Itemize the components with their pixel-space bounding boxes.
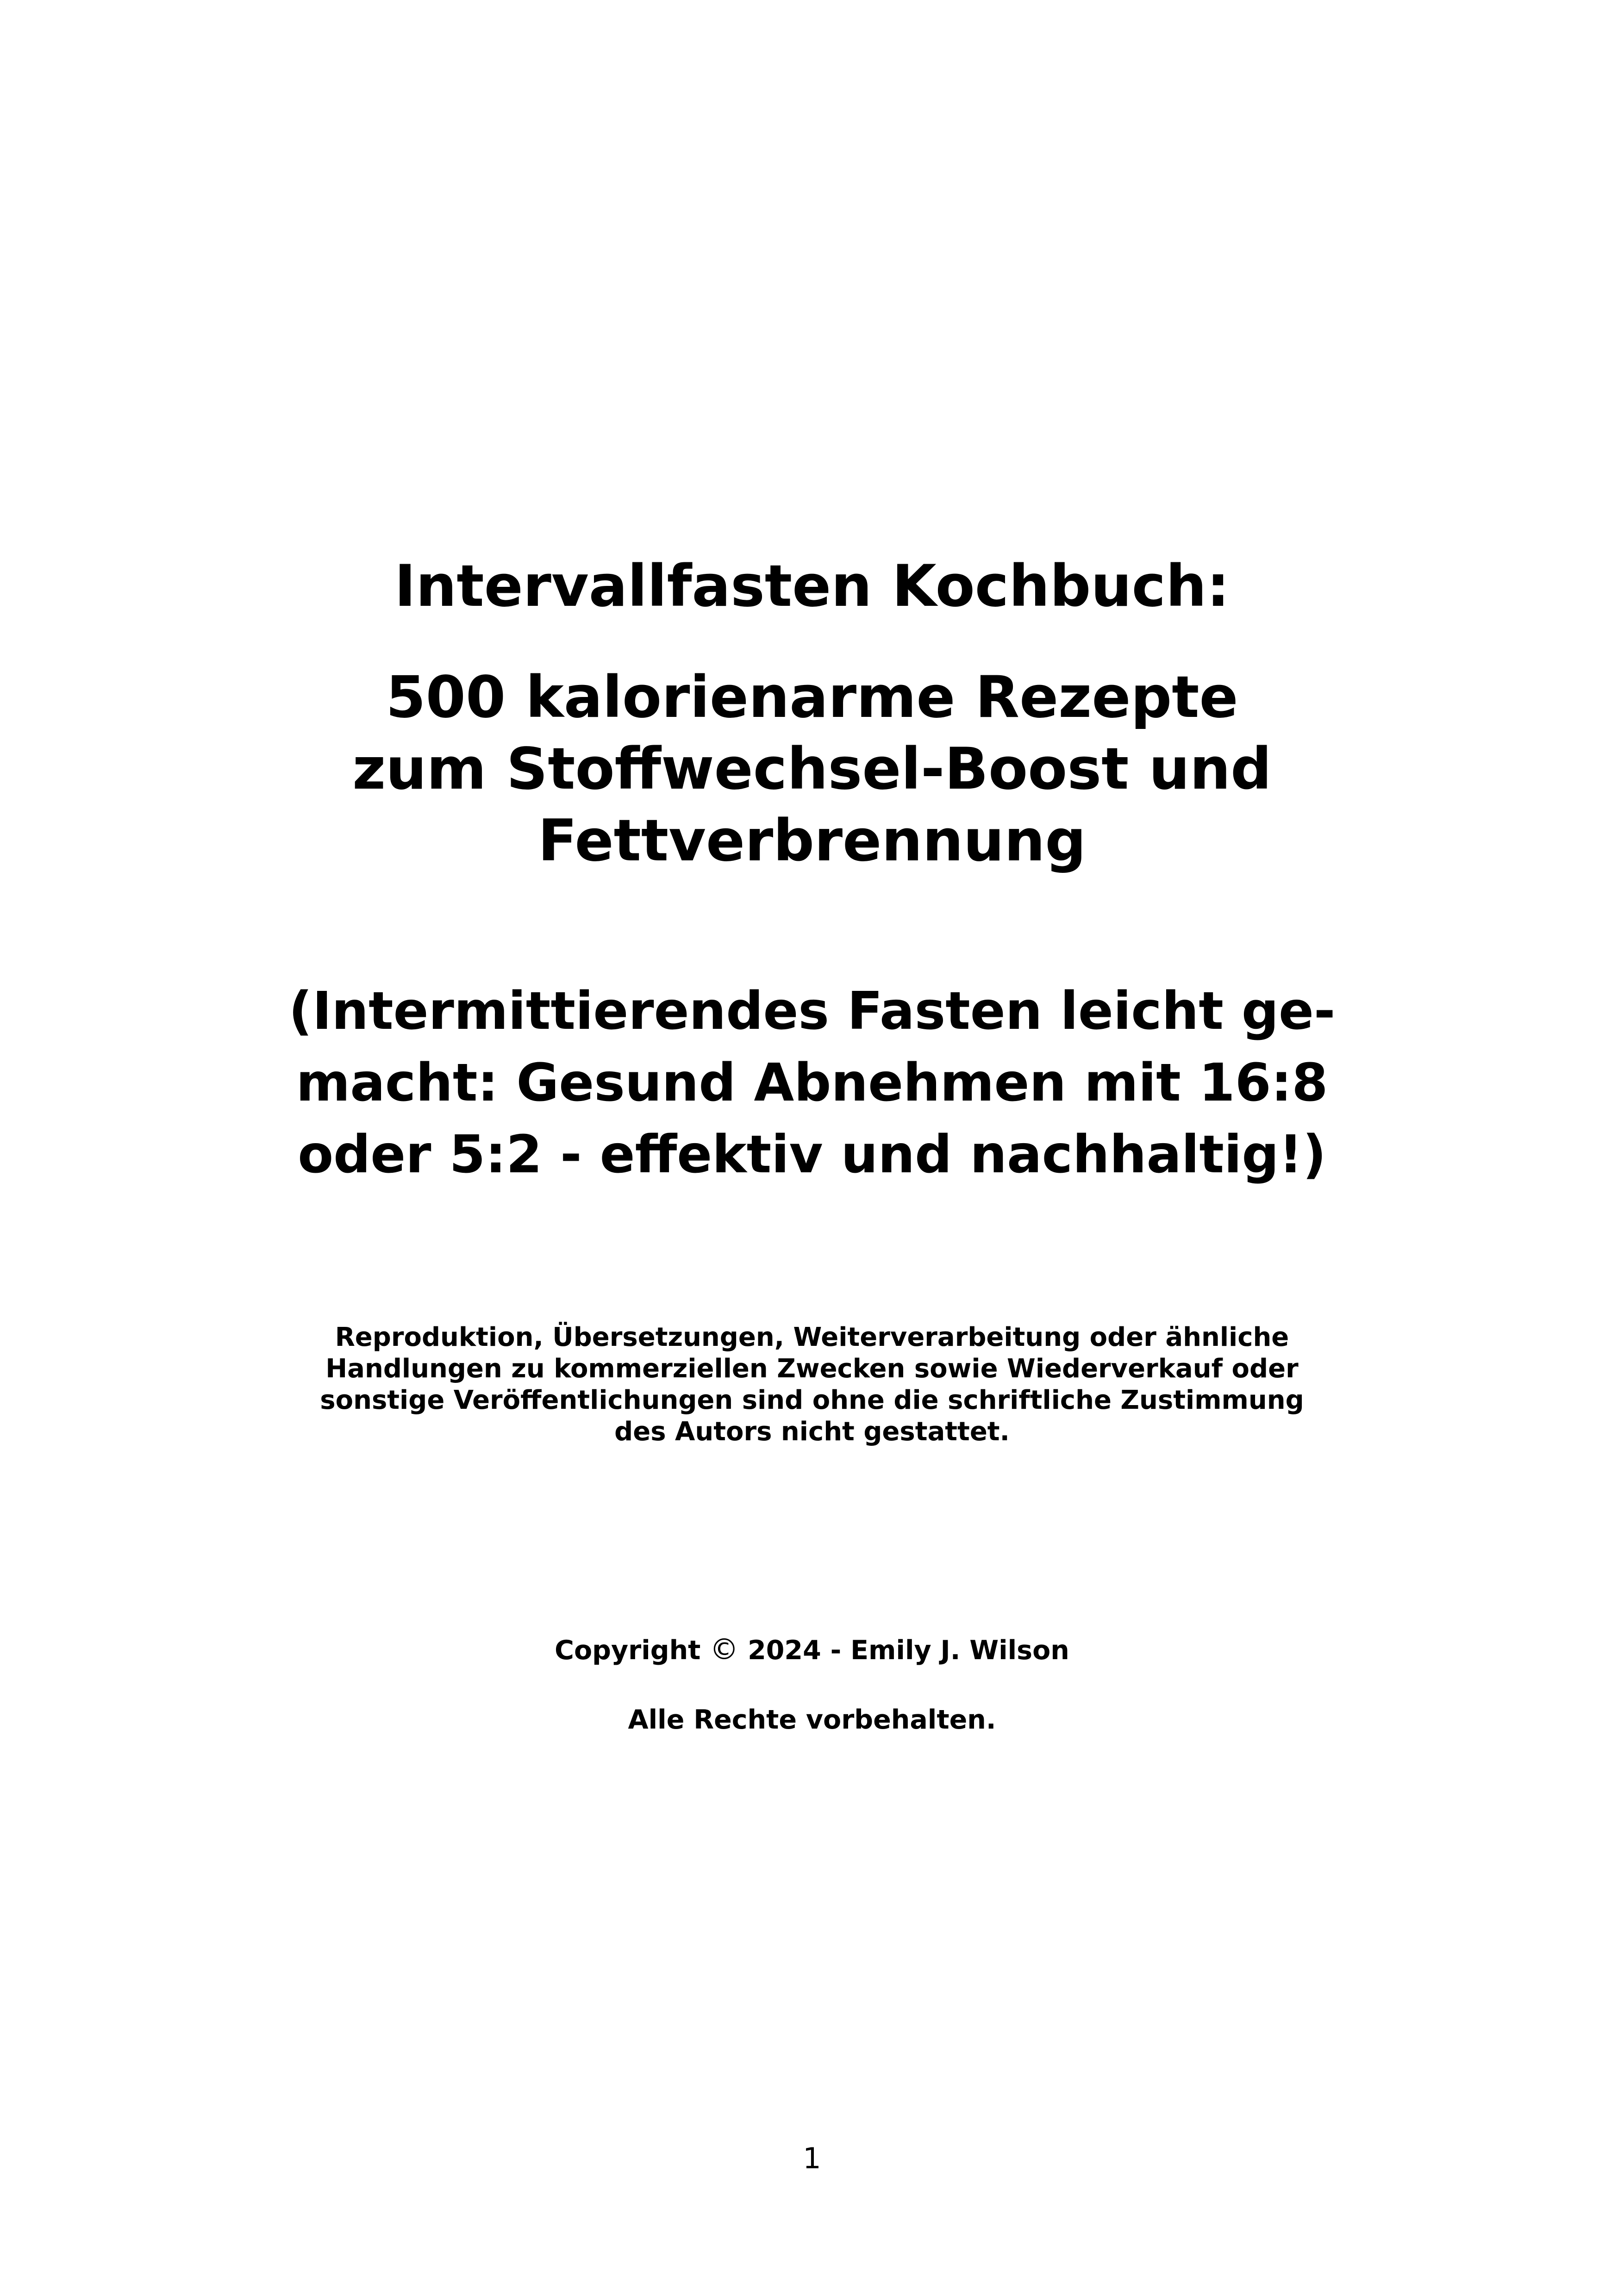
all-rights-reserved bbox=[0, 1704, 1624, 1736]
subtitle-line: Fettverbrennung bbox=[537, 808, 1087, 874]
notice-line: Handlungen zu kommerziellen Zwecken sowie Wiederverkauf oder bbox=[325, 1354, 1299, 1384]
rights-text: Alle Rechte vorbehalten. bbox=[628, 1705, 996, 1735]
title-line: Intervallfasten Kochbuch: bbox=[394, 553, 1230, 620]
subtitle-line: 500 kalorienarme Rezepte bbox=[386, 664, 1238, 731]
book-subtitle bbox=[0, 662, 1624, 877]
notice-line: Reproduktion, Übersetzungen, Weiterverarbeitung oder ähnliche bbox=[335, 1322, 1289, 1352]
tagline-line: oder 5:2 - effektiv und nachhaltig!) bbox=[298, 1125, 1326, 1185]
subtitle-line: zum Stoffwechsel-Boost und bbox=[352, 736, 1272, 803]
book-tagline bbox=[0, 976, 1624, 1191]
tagline-line: (Intermittierendes Fasten leicht ge- bbox=[288, 981, 1336, 1041]
page-number: 1 bbox=[803, 2141, 821, 2175]
rights-notice bbox=[0, 1322, 1624, 1448]
tagline-line: macht: Gesund Abnehmen mit 16:8 bbox=[296, 1053, 1328, 1113]
notice-line: sonstige Veröffentlichungen sind ohne die schriftliche Zustimmung bbox=[320, 1385, 1304, 1415]
notice-line: des Autors nicht gestattet. bbox=[614, 1417, 1010, 1447]
copyright-holder: 2024 - Emily J. Wilson bbox=[738, 1635, 1069, 1666]
copyright-line bbox=[0, 1634, 1624, 1666]
book-title bbox=[0, 551, 1624, 622]
copyright-label: Copyright bbox=[555, 1635, 701, 1666]
copyright-icon: © bbox=[710, 1632, 739, 1666]
